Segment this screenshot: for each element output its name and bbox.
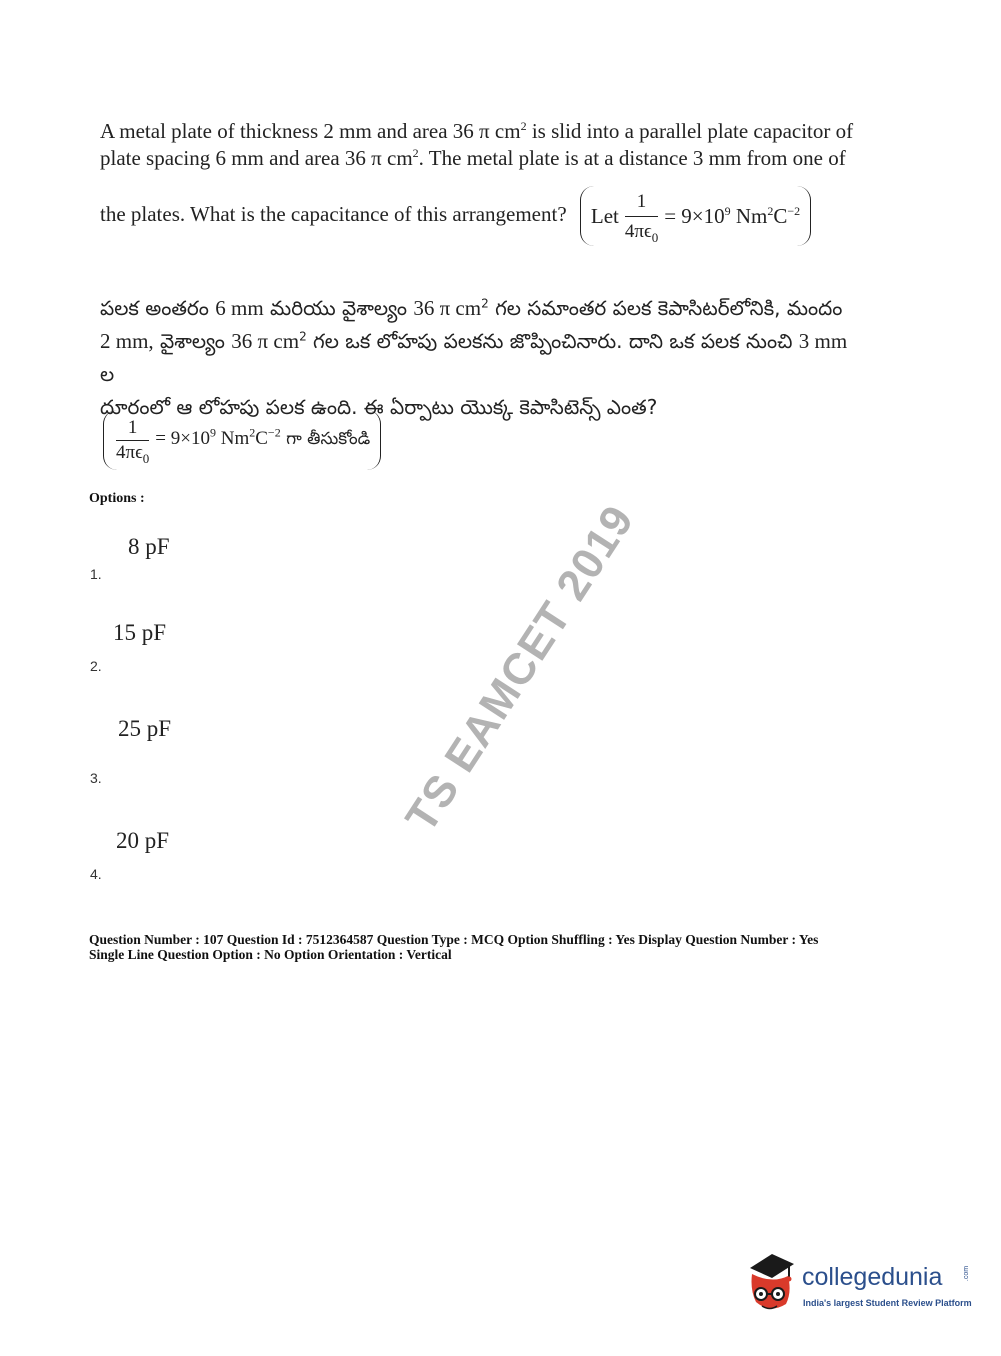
watermark: TS EAMCET 2019 [396,496,644,841]
formula-fraction: $\frac{1}{4\pi\epsilon_0}$ [625,188,658,245]
option-1-number: 1. [90,566,102,582]
logo-mascot-icon [742,1250,804,1320]
option-3-number: 3. [90,770,102,786]
question-meta [89,932,929,962]
option-4-number: 4. [90,866,102,882]
option-1-value[interactable]: 8 pF [128,534,170,559]
option-4-value[interactable]: 20 pF [116,828,170,853]
question-english [100,118,870,246]
logo-suffix: .com [963,1265,971,1282]
question-telugu [100,292,860,424]
telugu-formula-fraction: $\frac{1}{4\pi\epsilon_0}$ [116,416,150,466]
logo-tagline: India's largest Student Review Platform [803,1298,972,1308]
option-3-value[interactable]: 25 pF [118,716,172,741]
option-2-value[interactable]: 15 pF [113,620,167,645]
telugu-line-1: పలక అంతరం 6 mm మరియు వైశాల్యం 36 π $cm^2$ గల సమాంతర పలక కెపాసిటర్‌లోనికి, మందం [100,296,843,320]
option-2-number: 2. [90,658,102,674]
question-line-1: A metal plate of thickness 2 mm and area 36 π $cm^2$ is slid into a parallel plate capacitor of [100,119,854,143]
meta-line-1: Question Number : 107 Question Id : 7512364587 Question Type : MCQ Option Shuffling : Yes Display Question Number : Yes [89,932,819,947]
telugu-formula [103,410,381,470]
options-label: Options : [89,491,145,506]
formula-box: Let $\frac{1}{4\pi\epsilon_0}$ = $9\times 10^9$ $Nm^2C^{-2}$ [580,186,811,246]
meta-line-2: Single Line Question Option : No Option Orientation : Vertical [89,947,452,962]
telugu-formula-box: $\frac{1}{4\pi\epsilon_0}$ = $9\times 10^9$ $Nm^2C^{-2}$ గా తీసుకోండి [103,410,381,470]
telugu-line-3: దూరంలో ఆ లోహపు పలక ఉంది. ఈ ఏర్పాటు యొక్క కెపాసిటెన్స్ ఎంత? [100,395,658,419]
question-line-3: the plates. What is the capacitance of this arrangement? Let $\frac{1}{4\pi\epsilon_0}$ = $9\times 10^9$ $Nm^2C^{-2}$ [100,186,870,246]
telugu-line-2: 2 mm, వైశాల్యం 36 π $cm^2$ గల ఒక లోహపు పలకను జొప్పించినారు. దాని ఒక పలక నుంచి 3 mm ల [100,329,848,386]
logo-name: collegedunia [802,1263,943,1291]
question-line-2: plate spacing 6 mm and area 36 π $cm^2$. The metal plate is at a distance 3 mm from one of [100,146,846,170]
